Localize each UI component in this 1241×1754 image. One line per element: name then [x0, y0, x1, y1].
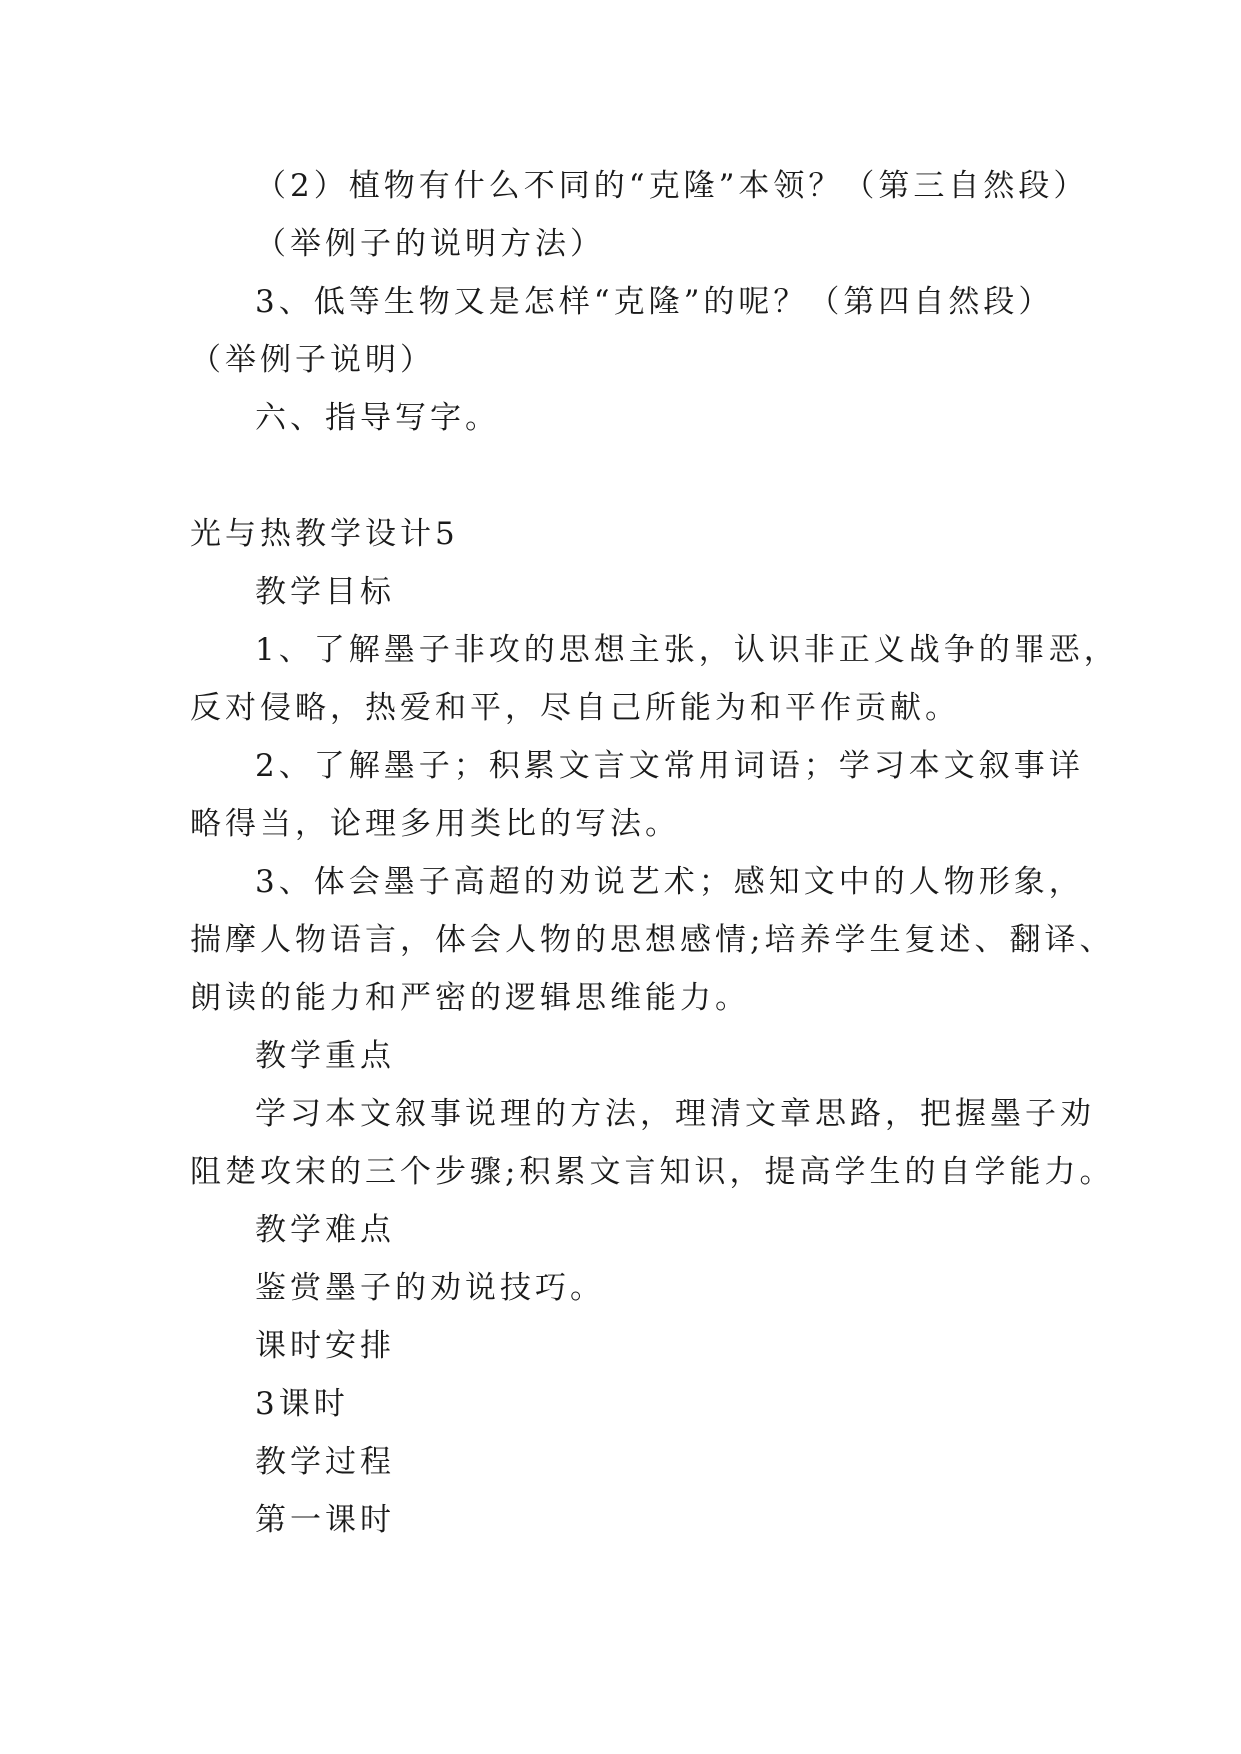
- text-line: 3、体会墨子高超的劝说艺术；感知文中的人物形象，: [255, 864, 1084, 900]
- text-line: 第一课时: [255, 1502, 395, 1538]
- text-line: （举例子说明）: [190, 342, 435, 378]
- text-line: 六、指导写字。: [255, 400, 500, 436]
- text-line: （2）植物有什么不同的“克隆”本领？（第三自然段）: [255, 168, 1089, 204]
- text-line: 反对侵略，热爱和平，尽自己所能为和平作贡献。: [190, 690, 960, 726]
- heading-difficulties: 教学难点: [255, 1212, 395, 1248]
- text-line: 朗读的能力和严密的逻辑思维能力。: [190, 980, 750, 1016]
- text-line: 3、低等生物又是怎样“克隆”的呢？（第四自然段）: [255, 284, 1054, 320]
- text-line: 1、了解墨子非攻的思想主张，认识非正义战争的罪恶，: [255, 632, 1119, 668]
- text-line: 阻楚攻宋的三个步骤;积累文言知识，提高学生的自学能力。: [190, 1154, 1115, 1190]
- heading-objectives: 教学目标: [255, 574, 395, 610]
- text-line: 3课时: [255, 1386, 349, 1422]
- text-line: 鉴赏墨子的劝说技巧。: [255, 1270, 605, 1306]
- text-line: 略得当，论理多用类比的写法。: [190, 806, 680, 842]
- text-line: 揣摩人物语言，体会人物的思想感情;培养学生复述、翻译、: [190, 922, 1115, 958]
- heading-schedule: 课时安排: [255, 1328, 395, 1364]
- heading-key-points: 教学重点: [255, 1038, 395, 1074]
- section-title: 光与热教学设计5: [190, 516, 459, 552]
- text-line: 2、了解墨子；积累文言文常用词语；学习本文叙事详: [255, 748, 1084, 784]
- text-line: 学习本文叙事说理的方法，理清文章思路，把握墨子劝: [255, 1096, 1095, 1132]
- heading-process: 教学过程: [255, 1444, 395, 1480]
- text-line: （举例子的说明方法）: [255, 226, 605, 262]
